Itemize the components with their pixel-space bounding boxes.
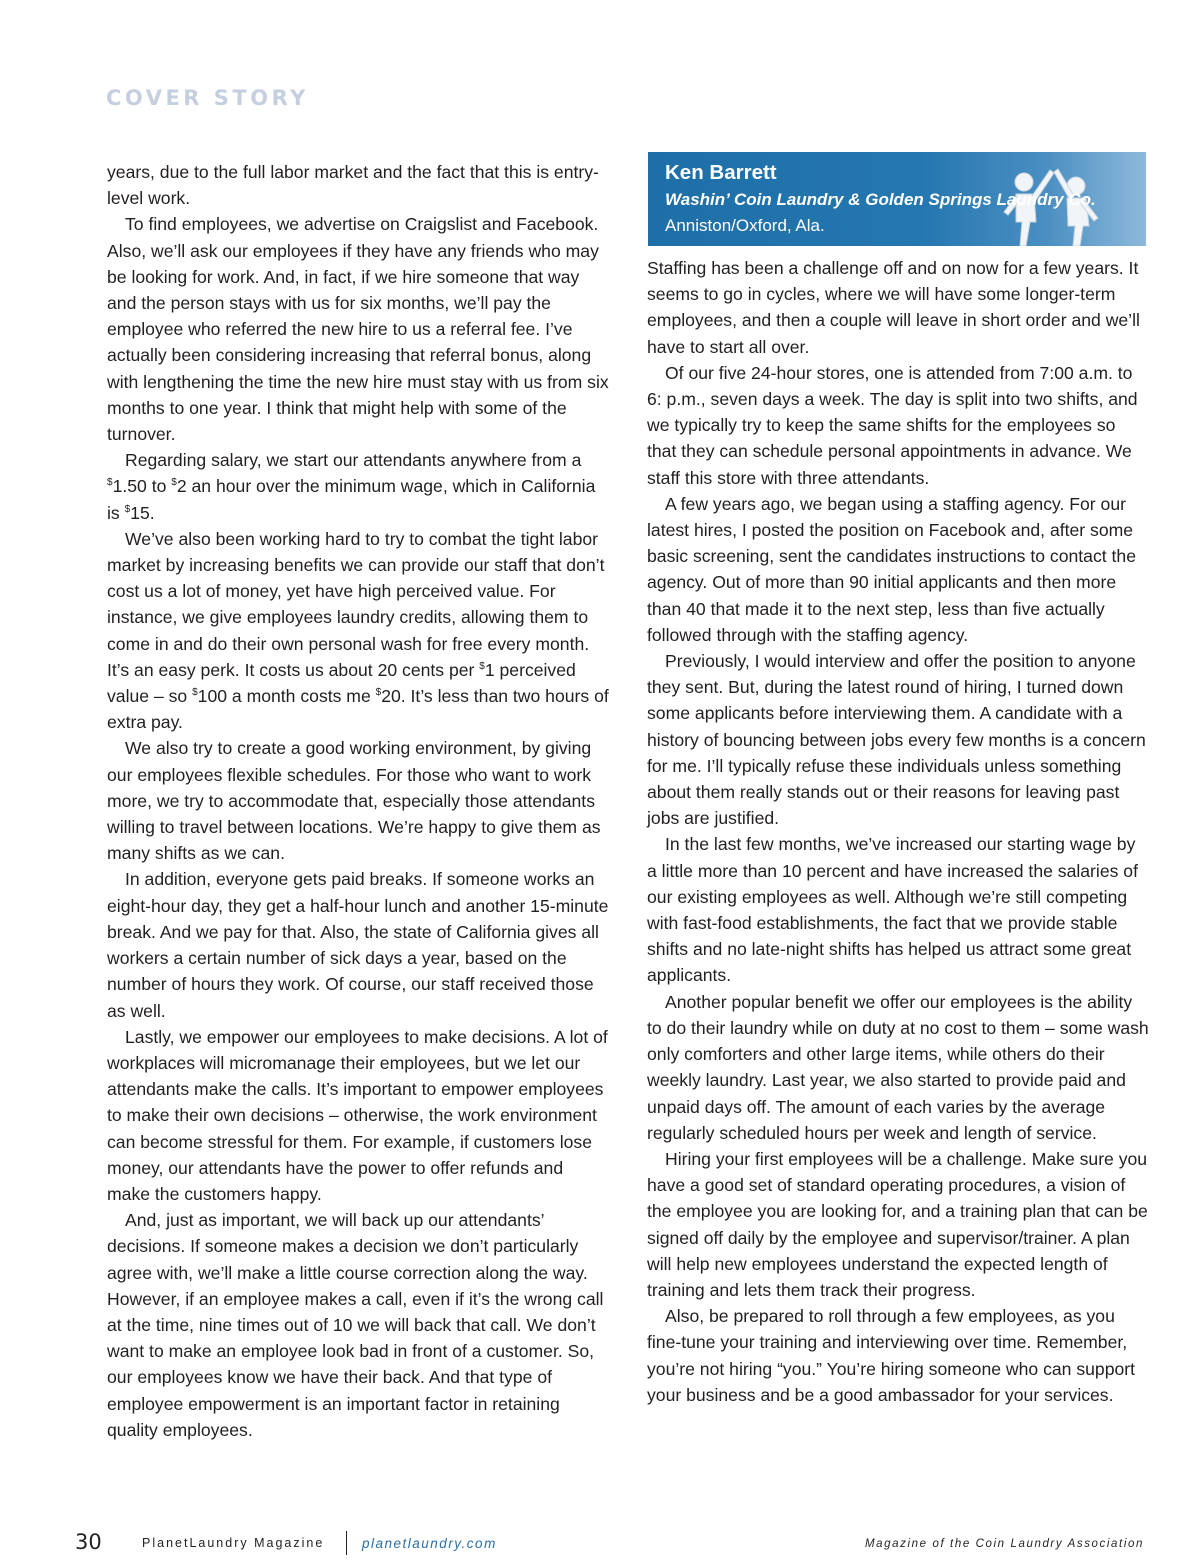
paragraph: years, due to the full labor market and the fact that this is entry-level work. [107,162,599,209]
paragraph: Another popular benefit we offer our employees is the ability to do their laundry while on duty at no cost to them – some wash only comforters and other large items, while others do their weekly laundry. Last year, we also started to provide paid and unpaid days off. The amount of each varies by the average regularly scheduled hours per week and length of service. [647,991,1149,1143]
paragraph: And, just as important, we will back up our attendants’ decisions. If someone makes a decision we don’t particularly agree with, we’ll make a little course correction along the way. However, if an employee makes a call, even if it’s the wrong call at the time, nine times out of 10 we will back that call. We don’t want to make an employee look bad in front of a customer. So, our employees know we have their back. And that type of employee empowerment is an important factor in retaining quality employees. [107,1210,604,1440]
paragraph: Lastly, we empower our employees to make decisions. A lot of workplaces will micromanage their employees, but we let our attendants make the calls. It’s important to empower employees to make their own decisions – otherwise, the work environment can become stressful for them. For example, if customers lose money, our attendants have the power to offer refunds and make the customers happy. [107,1026,608,1204]
paragraph: Regarding salary, we start our attendants anywhere from a $1.50 to $2 an hour over the minimum wage, which in California is $15. [107,450,596,523]
page-footer [0,1530,1200,1560]
section-label: COVER STORY [106,86,309,110]
page-number: 30 [75,1530,102,1554]
profile-name: Ken Barrett [665,161,777,184]
footer-tagline: Magazine of the Coin Laundry Association [864,1538,1144,1550]
website-link[interactable]: planetlaundry.com [362,1536,497,1551]
profile-business: Washin’ Coin Laundry & Golden Springs Laundry Co. [665,190,1096,209]
footer-divider [346,1531,347,1555]
paragraph: In addition, everyone gets paid breaks. If someone works an eight-hour day, they get a half-hour lunch and another 15-minute break. And we pay for that. Also, the state of California gives all workers a certain number of sick days a year, based on the number of hours they work. Of course, our staff received those as well. [107,869,609,1021]
paragraph: To find employees, we advertise on Craigslist and Facebook. Also, we’ll ask our employees if they have any friends who may be looking for work. And, in fact, if we hire someone that way and the person stays with us for six months, we’ll pay the employee who referred the new hire to us a referral fee. I’ve actually been considering increasing that referral bonus, along with lengthening the time the new hire must stay with us from six months to one year. I think that might help with some of the turnover. [107,214,609,445]
paragraph: Also, be prepared to roll through a few employees, as you fine-tune your training and interviewing over time. Remember, you’re not hiring “you.” You’re hiring someone who can support your business and be a good ambassador for your services. [647,1306,1136,1405]
magazine-name: PlanetLaundry Magazine [142,1536,325,1550]
paragraph: We also try to create a good working environment, by giving our employees flexible schedules. For those who want to work more, we try to accommodate that, especially those attendants willing to travel between locations. We’re happy to give them as many shifts as we can. [107,738,601,864]
paragraph: A few years ago, we began using a staffing agency. For our latest hires, I posted the position on Facebook and, after some basic screening, sent the candidates instructions to contact the agency. Out of more than 90 initial applicants and then more than 40 that made it to the next step, less than five actually followed through with the staffing agency. [647,493,1136,645]
paragraph: Previously, I would interview and offer the position to anyone they sent. But, during the latest round of hiring, I turned down some applicants before interviewing them. A candidate with a history of bouncing between jobs every few months is a concern for me. I’ll typically refuse these individuals unless something about them really stands out or their reasons for leaving past jobs are justified. [647,651,1146,829]
right-column [647,255,1149,1408]
left-column [107,159,609,1443]
paragraph: Staffing has been a challenge off and on now for a few years. It seems to go in cycles, where we will have some longer-term employees, and then a couple will leave in short order and we’ll have to start all over. [647,258,1140,357]
paragraph: In the last few months, we’ve increased our starting wage by a little more than 10 percent and have increased the salaries of our existing employees as well. Although we’re still competing with fast-food establishments, the fact that we provide stable shifts and no late-night shifts has helped us attract some great applicants. [647,834,1138,986]
paragraph: Hiring your first employees will be a challenge. Make sure you have a good set of standard operating procedures, a vision of the employee you are looking for, and a training plan that can be signed off daily by the employee and supervisor/trainer. A plan will help new employees understand the expected length of training and lets them track their progress. [647,1148,1148,1300]
paragraph: Of our five 24-hour stores, one is attended from 7:00 a.m. to 6: p.m., seven days a week. The day is split into two shifts, and we typically try to keep the same shifts for the employees so that they can schedule personal appointments in advance. We staff this store with three attendants. [647,362,1138,488]
profile-location: Anniston/Oxford, Ala. [665,216,825,235]
paragraph: We’ve also been working hard to try to combat the tight labor market by increasing benefits we can provide our staff that don’t cost us a lot of money, yet have high perceived value. For instance, we give employees laundry credits, allowing them to come in and do their own personal wash for free every month. It’s an easy perk. It costs us about 20 cents per $1 perceived value – so $100 a month costs me $20. It’s less than two hours of extra pay. [107,528,609,733]
profile-header-box [648,152,1146,246]
